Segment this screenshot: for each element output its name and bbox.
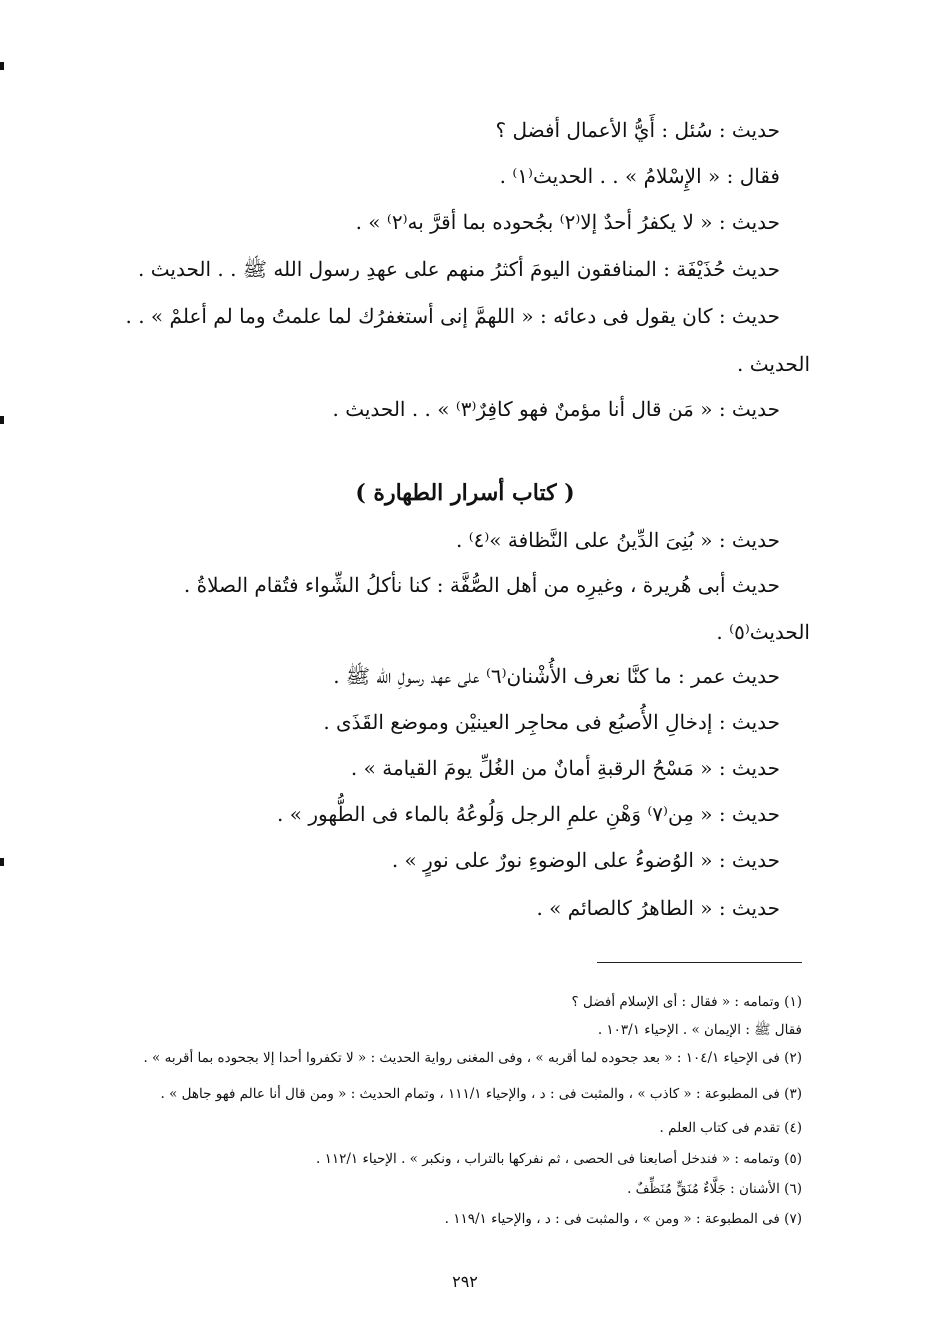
footnote: (٦) الأشنان : جَلَّاءٌ مُنَقٍّ مُنَظِّفٌ . xyxy=(627,1181,802,1197)
section-line: حديث : « مِن⁽٧⁾ وَهْنِ علمِ الرجل وَلُوعُهُ بالماء فى الطُّهور » . xyxy=(277,802,780,826)
body-line: حديث : كان يقول فى دعائه : « اللهمَّ إنى أستغفرُك لما علمتُ وما لم أعلمْ » . . xyxy=(125,304,780,328)
body-line: حديث : سُئل : أَيُّ الأعمال أفضل ؟ xyxy=(495,118,780,142)
section-line: حديث : « الطاهرُ كالصائم » . xyxy=(536,896,780,920)
footnote: (٥) وتمامه : « فندخل أصابعنا فى الحصى ، ثم نفركها بالتراب ، ونكبر » . الإحياء ١١٢/١ . xyxy=(316,1151,802,1167)
section-line: حديث : « بُنِىَ الدِّينُ على النَّظافة »⁽٤⁾ . xyxy=(456,528,780,552)
section-line: حديث عمر : ما كنَّا نعرف الأُشْنان⁽٦⁾ على عهد رسولِ الله ﷺ . xyxy=(333,664,780,688)
scan-edge-mark xyxy=(0,416,4,424)
section-line: حديث : « الوُضوءُ على الوضوءِ نورٌ على نورٍ » . xyxy=(391,848,780,872)
body-line: حديث : « مَن قال أنا مؤمنٌ فهو كافِرٌ⁽٣⁾ » . . الحديث . xyxy=(332,397,780,421)
section-line: حديث : إدخالِ الأُصبُع فى محاجِر العينيْن وموضع القَذَى . xyxy=(323,710,780,734)
footnote: (٣) فى المطبوعة : « كاذب » ، والمثبت فى : د ، والإحياء ١١١/١ ، وتمام الحديث : « ومن قال أنا عالم فهو جاهل » . xyxy=(160,1086,802,1102)
scan-edge-mark xyxy=(0,858,4,866)
footnote-divider xyxy=(597,962,802,963)
section-line: حديث : « مَسْحُ الرقبةِ أمانٌ من الغُلِّ يومَ القيامة » . xyxy=(350,756,780,780)
section-line: الحديث⁽٥⁾ . xyxy=(716,620,810,644)
body-line: الحديث . xyxy=(737,352,810,376)
footnote: (٤) تقدم فى كتاب العلم . xyxy=(659,1120,802,1136)
footnote: (٢) فى الإحياء ١٠٤/١ : « بعد جحوده لما أقربه » ، وفى المغنى رواية الحديث : « لا تكفروا أحدا إلا بجحوده بما أقربه » . xyxy=(143,1050,802,1066)
body-line: حديث حُذَيْفَة : المنافقون اليومَ أكثرُ منهم على عهدِ رسول الله ﷺ . . الحديث . xyxy=(138,257,780,281)
footnote: (١) وتمامه : « فقال : أى الإسلام أفضل ؟ xyxy=(571,994,802,1010)
body-line: فقال : « الإِسْلامُ » . . الحديث⁽١⁾ . xyxy=(499,164,780,188)
section-line: حديث أبى هُريرة ، وغيرِه من أهل الصُّفَّة : كنا نأكلُ الشِّواء فتُقام الصلاةُ . xyxy=(183,573,780,597)
body-line: حديث : « لا يكفرُ أحدٌ إلا⁽٢⁾ بجُحوده بما أقرَّ به⁽٢⁾ » . xyxy=(355,210,780,234)
footnote: (٧) فى المطبوعة : « ومن » ، والمثبت فى : د ، والإحياء ١١٩/١ . xyxy=(444,1211,802,1227)
page-number: ٢٩٢ xyxy=(452,1272,478,1291)
scan-edge-mark xyxy=(0,62,4,70)
footnote: فقال ﷺ : الإيمان » . الإحياء ١٠٣/١ . xyxy=(597,1022,802,1038)
section-heading: ( كتاب أسرار الطهارة ) xyxy=(355,480,575,506)
